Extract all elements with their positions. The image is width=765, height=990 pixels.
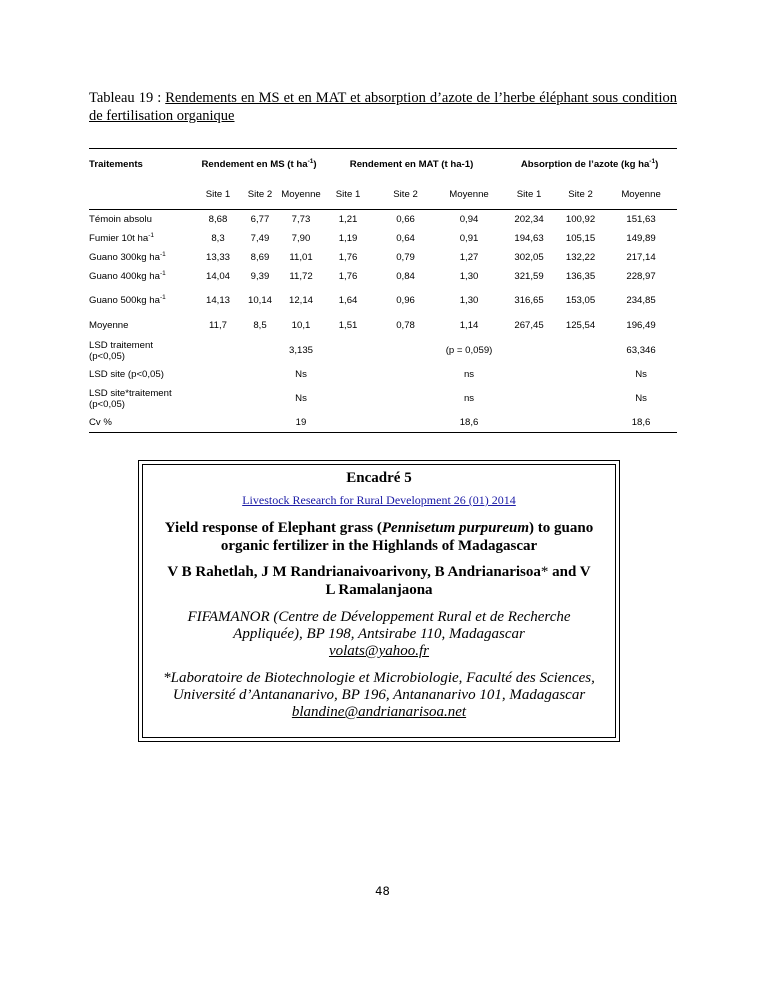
table-cell: 1,30 bbox=[459, 294, 479, 306]
table-cell: 234,85 bbox=[626, 294, 656, 306]
table-cell: (p = 0,059) bbox=[445, 345, 493, 356]
table-cell: 13,33 bbox=[205, 252, 230, 263]
table-cell: Ns bbox=[295, 369, 307, 380]
table-cell: 10,14 bbox=[247, 294, 272, 306]
table-cell: 7,49 bbox=[250, 233, 270, 244]
sub-header: Site 1 bbox=[321, 179, 375, 210]
table-cell: 302,05 bbox=[514, 252, 544, 263]
table-cell: 18,6 bbox=[605, 413, 677, 433]
affiliation-1: FIFAMANOR (Centre de Développement Rural et de Recherche Appliquée), BP 198, Antsirabe 110, Madagascar volats@yahoo.fr bbox=[163, 609, 595, 660]
table-cell: 8,3 bbox=[211, 233, 225, 244]
table-cell: 202,34 bbox=[514, 214, 544, 225]
table-cell: 153,05 bbox=[565, 294, 596, 306]
table-cell: ns bbox=[463, 393, 475, 404]
sub-header: Moyenne bbox=[436, 179, 502, 210]
table-cell: 19 bbox=[281, 413, 321, 433]
table-cell: 7,90 bbox=[291, 233, 311, 244]
table-cell: 0,79 bbox=[396, 252, 415, 263]
table-cell: 0,66 bbox=[396, 214, 415, 225]
email-link-1[interactable]: volats@yahoo.fr bbox=[328, 643, 430, 659]
table-cell: 0,91 bbox=[459, 233, 479, 244]
table-cell: 1,30 bbox=[459, 271, 479, 282]
table-cell: Ns bbox=[635, 393, 647, 404]
table-cell: ns bbox=[463, 369, 475, 380]
table-cell: 3,135 bbox=[289, 345, 314, 356]
page-number: 48 bbox=[375, 884, 390, 898]
caption-label: Tableau 19 : bbox=[89, 90, 166, 106]
sub-header: Site 2 bbox=[556, 179, 605, 210]
table-cell: 228,97 bbox=[626, 271, 656, 282]
table-cell: 0,64 bbox=[396, 233, 415, 244]
table-row bbox=[89, 314, 677, 336]
row-label: Guano 500kg $ha^{-1}$ bbox=[89, 293, 166, 306]
sub-header: Site 1 bbox=[502, 179, 556, 210]
table-cell: 11,72 bbox=[289, 271, 313, 282]
table-cell: 12,14 bbox=[289, 294, 314, 306]
affiliation-2: *Laboratoire de Biotechnologie et Microbiologie, Faculté des Sciences, Université d’Antananarivo, BP 196, Antananarivo 101, Madagascar blandine@andrianarisoa.net bbox=[163, 670, 595, 720]
sub-header: Moyenne bbox=[605, 179, 677, 210]
table-cell: 217,14 bbox=[626, 252, 656, 263]
stats-body bbox=[89, 336, 677, 433]
table-cell: 0,96 bbox=[396, 294, 415, 306]
table-cell: 11,7 bbox=[209, 319, 227, 331]
sub-header: Moyenne bbox=[281, 179, 321, 210]
table-row bbox=[89, 336, 677, 365]
table-cell: 11,01 bbox=[289, 252, 313, 263]
article-title: Yield response of Elephant grass (Pennisetum purpureum) to guano organic fertilizer in the Highlands of Madagascar bbox=[164, 520, 594, 554]
table-row bbox=[89, 229, 677, 248]
table-cell: 105,15 bbox=[565, 233, 596, 244]
table-cell: 316,65 bbox=[514, 294, 544, 306]
table-cell: 0,94 bbox=[459, 214, 479, 225]
table-cell: 132,22 bbox=[565, 252, 596, 263]
table-row bbox=[89, 384, 677, 413]
table-cell: 14,13 bbox=[205, 294, 230, 306]
group-header-row bbox=[89, 149, 677, 180]
header-treatments: Traitements bbox=[89, 149, 197, 180]
table-cell: 1,76 bbox=[338, 252, 358, 263]
table-cell: 14,04 bbox=[205, 271, 230, 282]
results-table bbox=[89, 148, 677, 433]
table-cell: Ns bbox=[295, 393, 307, 404]
table-row bbox=[89, 286, 677, 314]
table-cell: 1,64 bbox=[338, 294, 358, 306]
table-cell: 1,14 bbox=[459, 319, 479, 331]
table-cell: 1,19 bbox=[338, 233, 358, 244]
table-cell: 1,27 bbox=[459, 252, 479, 263]
header-yield-mat: Rendement en MAT (t ha-1) bbox=[321, 149, 502, 180]
row-label: Moyenne bbox=[89, 319, 129, 331]
table-cell: 6,77 bbox=[250, 214, 270, 225]
table-cell: 151,63 bbox=[626, 214, 656, 225]
table-row bbox=[89, 413, 677, 433]
table-cell: 0,84 bbox=[396, 271, 415, 282]
table-cell: 8,5 bbox=[253, 319, 267, 331]
table-cell: 63,346 bbox=[626, 345, 656, 356]
row-label: Fumier 10t $ha^{-1}$ bbox=[89, 232, 154, 244]
sub-header: Site 1 bbox=[197, 179, 239, 210]
table-row bbox=[89, 210, 677, 230]
row-label: LSD traitement (p<0,05) bbox=[89, 339, 153, 362]
table-cell: Ns bbox=[635, 369, 647, 380]
table-cell: 194,63 bbox=[514, 233, 544, 244]
table-row bbox=[89, 365, 677, 384]
encadre-box bbox=[138, 460, 620, 742]
table-cell: 1,21 bbox=[338, 214, 358, 225]
table-cell: 7,73 bbox=[291, 214, 311, 225]
sub-header: Site 2 bbox=[239, 179, 281, 210]
table-cell: 136,35 bbox=[565, 271, 596, 282]
box-title: Encadré 5 bbox=[346, 470, 412, 486]
table-cell: 18,6 bbox=[436, 413, 502, 433]
table-cell: 267,45 bbox=[514, 319, 544, 331]
row-label: Guano 400kg $ha^{-1}$ bbox=[89, 270, 166, 282]
table-caption bbox=[89, 89, 677, 125]
row-label: LSD site*traitement (p<0,05) bbox=[89, 387, 172, 410]
table-cell: 8,69 bbox=[250, 252, 270, 263]
table-cell: 321,59 bbox=[514, 271, 544, 282]
table-cell: 1,51 bbox=[338, 319, 358, 331]
row-label: LSD site (p<0,05) bbox=[89, 369, 164, 380]
table-cell: 8,68 bbox=[208, 214, 228, 225]
row-label: Guano 300kg $ha^{-1}$ bbox=[89, 251, 166, 263]
species-name: Pennisetum purpureum bbox=[381, 520, 530, 536]
table-cell: 149,89 bbox=[626, 233, 656, 244]
email-link-2[interactable]: blandine@andrianarisoa.net bbox=[291, 704, 467, 720]
row-label: Témoin absolu bbox=[89, 214, 152, 225]
encadre-inner-frame bbox=[142, 464, 616, 738]
caption-title: Rendements en MS et en MAT et absorption d’azote de l’herbe éléphant sous condition de fertilisation organique bbox=[89, 90, 677, 124]
table-cell: 125,54 bbox=[565, 319, 596, 331]
table-cell: 0,78 bbox=[396, 319, 415, 331]
table-cell: 196,49 bbox=[626, 319, 656, 331]
table-row bbox=[89, 248, 677, 267]
table-cell: 1,76 bbox=[338, 271, 358, 282]
header-yield-ms: Rendement en MS (t $ha^{-1}$) bbox=[197, 149, 321, 180]
table-cell: 9,39 bbox=[250, 271, 270, 282]
journal-link[interactable]: Livestock Research for Rural Development 26 (01) 2014 bbox=[242, 493, 516, 507]
table-cell: 100,92 bbox=[565, 214, 596, 225]
table-row bbox=[89, 267, 677, 286]
authors: V B Rahetlah, J M Randrianaivoarivony, B Andrianarisoa* and V L Ramalanjaona bbox=[167, 564, 591, 598]
row-label: Cv % bbox=[89, 413, 197, 433]
sub-header: Site 2 bbox=[375, 179, 436, 210]
header-absorption: Absorption de l’azote (kg $ha^{-1}$) bbox=[502, 149, 677, 180]
table-body bbox=[89, 210, 677, 337]
sub-header-row bbox=[89, 179, 677, 210]
table-cell: 10,1 bbox=[291, 319, 311, 331]
